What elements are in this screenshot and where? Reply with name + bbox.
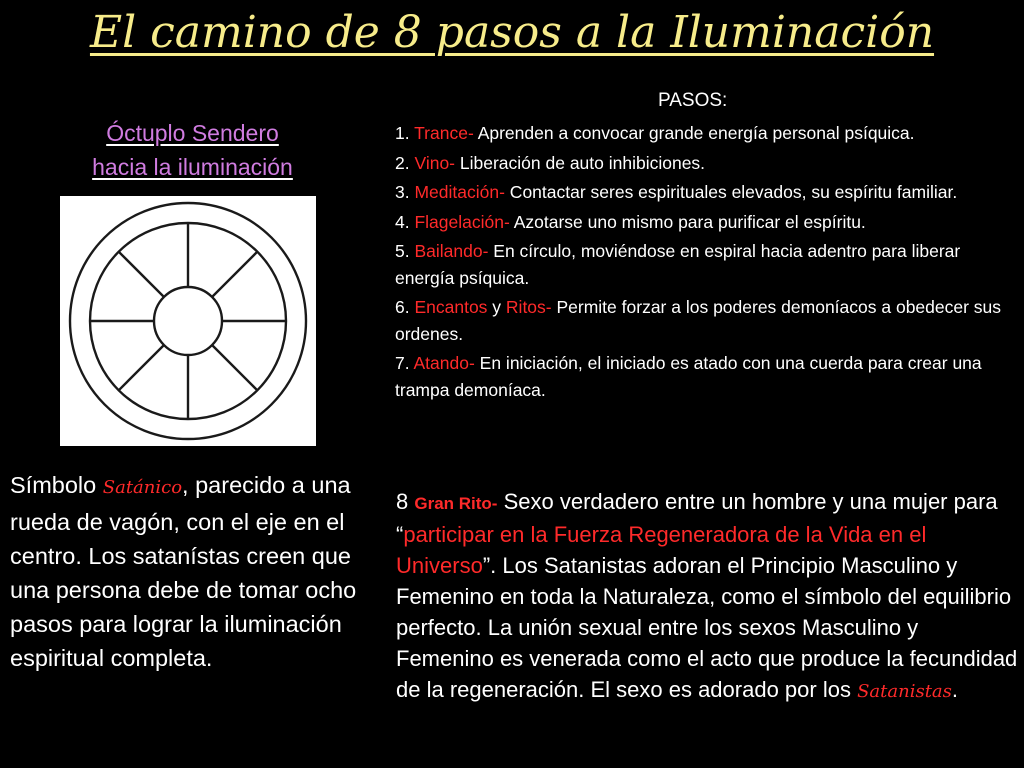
step-8-end: . [951,677,959,702]
step-number: 3. [395,182,415,202]
step-name: Bailando- [414,241,489,261]
subtitle-line-2: hacia la iluminación [92,154,293,180]
step-joiner: y [487,297,506,317]
step-number: 2. [395,153,415,173]
step-8-quote: participar en la Fuerza Regeneradora de la Vida en el Universo [396,522,927,578]
step-name: Ritos- [505,297,552,317]
step-description: Liberación de auto inhibiciones. [455,153,706,173]
step-name: Vino- [414,153,456,173]
step-item [395,208,1015,236]
step-8-text-2: ”. Los Satanistas adoran el Principio Masculino y Femenino en toda la Naturaleza, como el símbolo del equilibrio perfecto. La unión sexual entre los sexos Masculino y Femenino es venerada como el acto que produce la fecundidad de la regeneración. El sexo es adorado por los [396,553,1018,702]
step-item [395,179,1015,206]
step-name: Flagelación- [414,212,510,232]
step-description: Aprenden a convocar grande energía personal psíquica. [473,123,915,143]
step-item [395,350,1015,404]
subtitle-line-1: Óctuplo Sendero [106,120,279,146]
step-8-paragraph [396,486,1020,707]
step-number: 6. [395,297,415,317]
step-item [395,149,1015,177]
step-description: Permite forzar a los poderes demoníacos a obedecer sus ordenes. [395,297,1002,344]
step-name: Meditación- [414,182,505,202]
step-number: 8 [396,489,415,514]
wheel-symbol-image [60,196,316,446]
step-description: Azotarse uno mismo para purificar el espíritu. [509,212,866,232]
step-number: 5. [395,241,415,261]
step-description: Contactar seres espirituales elevados, su espíritu familiar. [504,182,958,202]
step-item [395,294,1015,348]
subtitle [40,116,345,184]
eight-spoke-wheel-icon [60,196,316,446]
page-title [0,2,1024,64]
step-8-text-1: Sexo verdadero entre un hombre y una mujer para “ [396,489,998,547]
step-name: Atando- [413,353,475,373]
step-name: Encantos [414,297,488,317]
symbol-text-after: , parecido a una rueda de vagón, con el eje en el centro. Los satanístas creen que una persona debe de tomar ocho pasos para lograr la iluminación espiritual completa. [10,472,357,671]
steps-list [395,120,1015,406]
step-description: En círculo, moviéndose en espiral hacia adentro para liberar energía psíquica. [395,241,961,288]
step-8-highlight: Satanistas [857,681,952,702]
page-title-text: El camino de 8 pasos a la Iluminación [89,7,935,58]
step-item [395,120,1015,147]
step-name: Trance- [414,123,474,143]
pasos-header: PASOS: [658,90,728,111]
step-number: 1. [395,123,415,143]
symbol-text-before: Símbolo [10,472,103,498]
step-name: Gran Rito- [414,494,498,513]
step-number: 7. [395,353,414,373]
step-item [395,238,1015,292]
symbol-text-highlight: Satánico [102,477,183,498]
symbol-description [10,468,380,675]
step-description: En iniciación, el iniciado es atado con una cuerda para crear una trampa demoníaca. [395,353,982,400]
step-number: 4. [395,212,415,232]
